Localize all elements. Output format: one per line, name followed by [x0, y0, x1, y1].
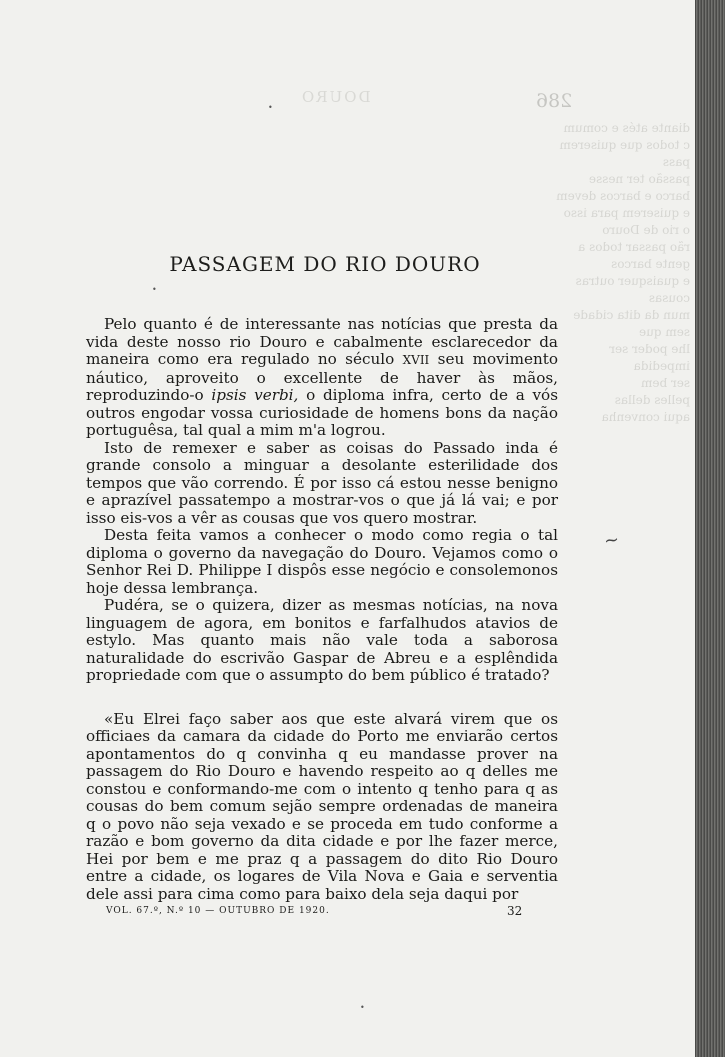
century-numeral: XVII — [402, 353, 430, 367]
article-body — [86, 316, 558, 903]
margin-pencil-mark: ~ — [602, 529, 621, 552]
volume-footer: VOL. 67.º, N.º 10 — OUTUBRO DE 1920. — [106, 906, 330, 916]
signature-number: 32 — [507, 904, 523, 918]
bleed-through-text: diante atés e comum c todos que quiserem pass passão ter nesse barco e barcos devem e quiserem para isso o rio de Douro rão passar todos a gente barcos e quaisquer outras cousas mun da dita cidade sem que lhe poder ser impedida ser bem pelles dellas aqui convenha — [556, 121, 690, 424]
paragraph-3: Desta feita vamos a conhecer o modo como regia o tal diploma o governo da navegação do Douro. Vejamos como o Senhor Rei D. Philippe I dispôs esse negócio e consolemonos hoje dessa lembrança. — [86, 526, 558, 597]
latin-phrase: ipsis verbi, — [211, 386, 299, 404]
paragraph-5-quotation: «Eu Elrei faço saber aos que este alvará virem que os officiaes da camara da cidade do Porto me enviarão certos apontamentos do q convinha q eu mandasse prover na passagem do Rio Douro e havendo respeito ao q delles me constou e conformando-me com o intento q tenho para q as cousas do bem comum sejão sempre ordenadas de maneira q o povo não seja vexado e se proceda em tudo conforme a razão e bom governo da dita cidade e por lhe fazer merce, Hei por bem e me praz q a passagem do dito Rio Douro entre a cidade, os logares de Vila Nova e Gaia e serventia dele assi para cima como para baixo dela seja daqui por — [86, 709, 558, 903]
speck: • — [152, 285, 157, 294]
article-title: PASSAGEM DO RIO DOURO — [169, 252, 481, 276]
bleed-through-header: DOURO — [300, 88, 371, 106]
paragraph-1: Pelo quanto é de interessante nas notícias que presta da vida deste nosso rio Douro e cabalmente esclarecedor da maneira como era regulado no século XVII seu movimento náutico, aproveito o excellente de haver às mãos, reproduzindo-o ipsis verbi, o diploma infra, certo de a vós outros engodar vossa curiosidade de homens bons da nação portuguêsa, tal qual a mim m'a logrou. — [86, 315, 559, 439]
paragraph-4: Pudéra, se o quizera, dizer as mesmas notícias, na nova linguagem de agora, em bonitos e farfalhudos atavios de estylo. Mas quanto mais não vale toda a saborosa naturalidade do escrivão Gaspar de Abreu e a esplêndida propriedade com que o assumpto do bem público é tratado? — [86, 596, 558, 684]
paragraph-2: Isto de remexer e saber as coisas do Passado inda é grande consolo a minguar a desolante esterilidade dos tempos que vão correndo. É por isso cá estou nesse benigno e aprazível passatempo a mostrar-vos o que já lá vai; e por isso eis-vos a vêr as cousas que vos quero mostrar. — [86, 438, 558, 527]
bleed-through-page-number: 286 — [536, 90, 573, 112]
book-edge — [695, 0, 725, 1057]
speck: • — [268, 103, 273, 112]
speck: • — [360, 1003, 365, 1012]
